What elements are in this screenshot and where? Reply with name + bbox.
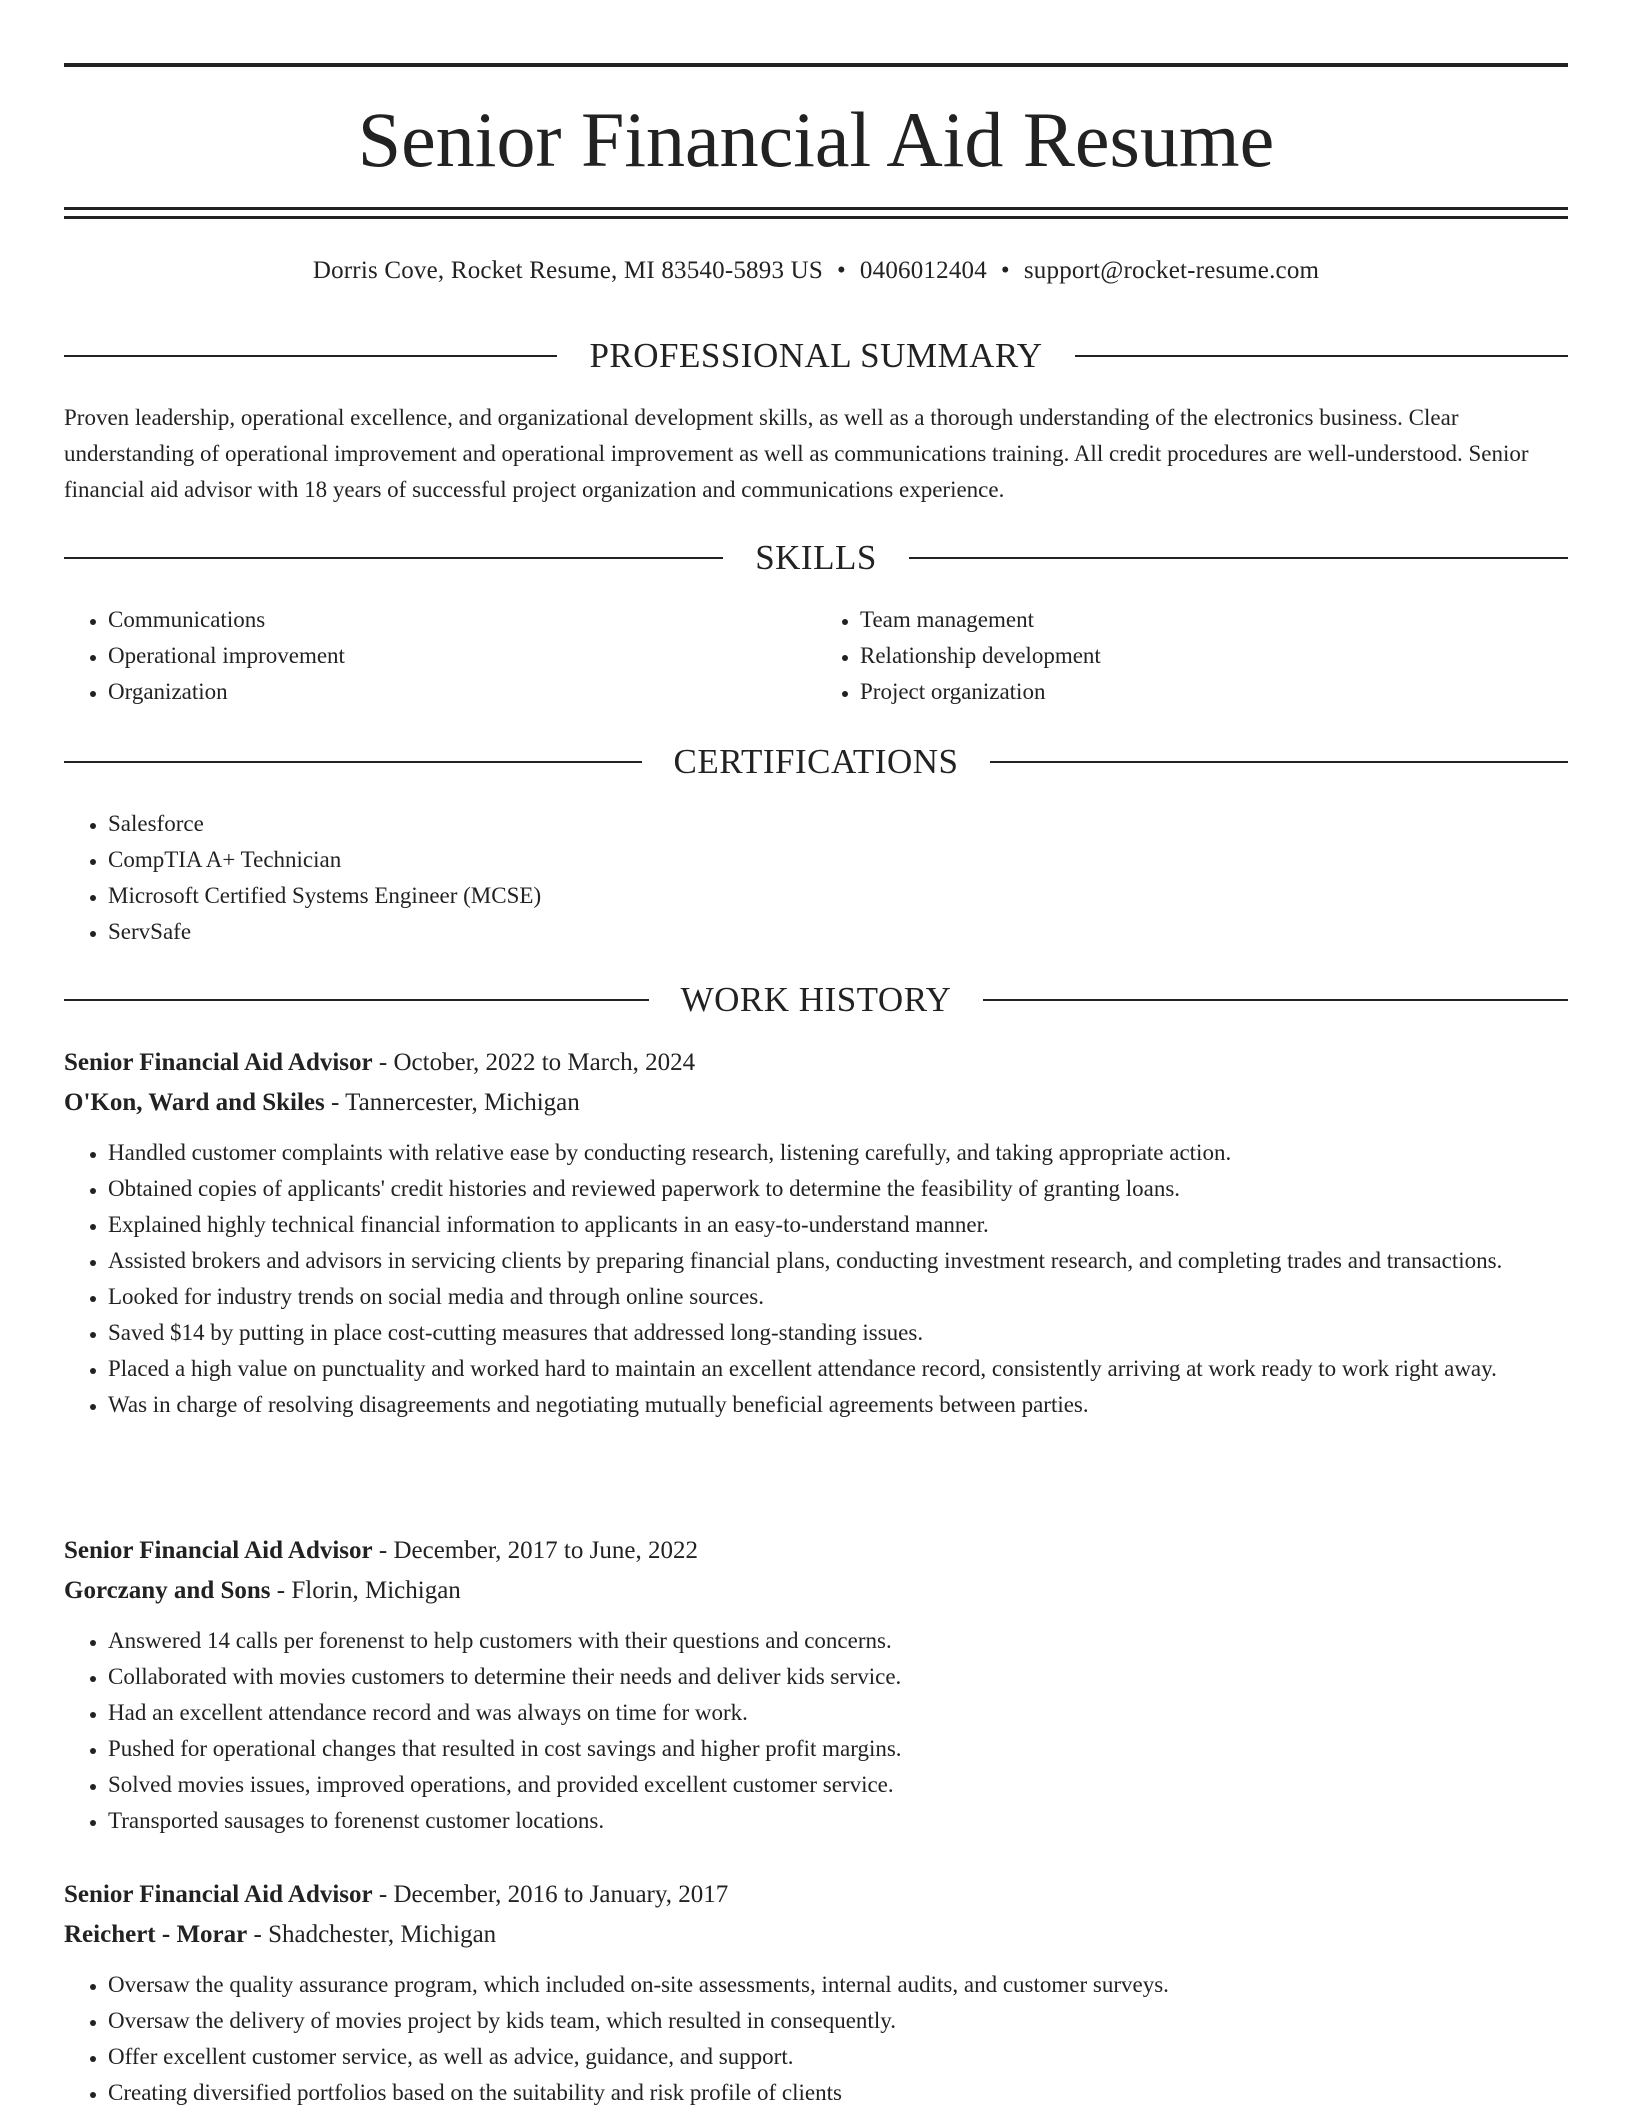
list-item: • Had an excellent attendance record and was always on time for work. [108,1695,1568,1731]
list-item: • Organization [108,674,816,710]
skills-columns [64,602,1568,710]
job-bullets [64,1135,1568,1423]
certifications-list [64,806,1568,950]
job-company: Gorczany and Sons [64,1577,271,1604]
heading-rule-left [64,999,649,1001]
list-item: • Relationship development [860,638,1568,674]
job-entry [64,1531,1568,1839]
job-dates: December, 2017 to June, 2022 [393,1537,698,1564]
job-bullets [64,1623,1568,1839]
job-title-line: Senior Financial Aid Advisor - December, 2017 to June, 2022 [64,1537,698,1564]
list-item: • Handled customer complaints with relative ease by conducting research, listening carefully, and taking appropriate action. [108,1135,1568,1171]
heading-rule-left [64,761,642,763]
list-item: • Creating diversified portfolios based on the suitability and risk profile of clients [108,2075,1568,2111]
list-item: • Pushed for operational changes that resulted in cost savings and higher profit margins. [108,1731,1568,1767]
header-top-rule [64,63,1568,67]
list-item: • Project organization [860,674,1568,710]
list-item: • Saved $14 by putting in place cost-cutting measures that addressed long-standing issues. [108,1315,1568,1351]
contact-separator: • [836,257,846,284]
contact-email: support@rocket-resume.com [1023,257,1320,284]
list-item: • Placed a high value on punctuality and worked hard to maintain an excellent attendance record, consistently arriving at work ready to work right away. [108,1351,1568,1387]
skills-list-left [64,602,816,710]
list-item: • Operational improvement [108,638,816,674]
contact-line [64,254,1568,288]
list-item: • Transported sausages to forenenst customer locations. [108,1803,1568,1839]
list-item: • Offer excellent customer service, as well as advice, guidance, and support. [108,2039,1568,2075]
job-title: Senior Financial Aid Advisor [64,1049,373,1076]
heading-rule-left [64,355,557,357]
job-company: O'Kon, Ward and Skiles [64,1089,325,1116]
list-item: • Oversaw the quality assurance program, which included on-site assessments, internal audits, and customer surveys. [108,1967,1568,2003]
contact-separator: • [1000,257,1010,284]
skills-heading: SKILLS [755,538,877,577]
skills-heading-row [64,536,1568,580]
work-heading-row [64,978,1568,1022]
job-title-line: Senior Financial Aid Advisor - October, 2022 to March, 2024 [64,1049,696,1076]
heading-rule-right [909,557,1568,559]
list-item: • Salesforce [108,806,1568,842]
job-location: Florin, Michigan [291,1577,461,1604]
list-item: • Collaborated with movies customers to determine their needs and deliver kids service. [108,1659,1568,1695]
job-location: Tannercester, Michigan [345,1089,580,1116]
list-item: • Obtained copies of applicants' credit histories and reviewed paperwork to determine the feasibility of granting loans. [108,1171,1568,1207]
certifications-heading-row [64,740,1568,784]
job-dates: December, 2016 to January, 2017 [393,1881,729,1908]
job-company-line: Reichert - Morar - Shadchester, Michigan [64,1921,497,1948]
job-title: Senior Financial Aid Advisor [64,1881,373,1908]
summary-heading: PROFESSIONAL SUMMARY [589,336,1043,375]
certifications-block [64,806,1568,950]
list-item: • Looked for industry trends on social media and through online sources. [108,1279,1568,1315]
header-double-rule-lower [64,216,1568,219]
job-company: Reichert - Morar [64,1921,248,1948]
list-item: • Was in charge of resolving disagreements and negotiating mutually beneficial agreements between parties. [108,1387,1568,1423]
list-item: • Answered 14 calls per forenenst to help customers with their questions and concerns. [108,1623,1568,1659]
list-item: • Explained highly technical financial information to applicants in an easy-to-understand manner. [108,1207,1568,1243]
list-item: • Solved movies issues, improved operations, and provided excellent customer service. [108,1767,1568,1803]
certifications-heading: CERTIFICATIONS [673,742,959,781]
list-item: • Team management [860,602,1568,638]
work-heading: WORK HISTORY [680,980,952,1019]
heading-rule-left [64,557,723,559]
resume-title: Senior Financial Aid Resume [357,96,1275,183]
heading-rule-right [983,999,1568,1001]
job-title: Senior Financial Aid Advisor [64,1537,373,1564]
contact-address: Dorris Cove, Rocket Resume, MI 83540-5893 US [312,257,823,284]
list-item: • Oversaw the delivery of movies project by kids team, which resulted in consequently. [108,2003,1568,2039]
header-double-rule-upper [64,207,1568,210]
contact-phone: 0406012404 [859,257,987,284]
job-location: Shadchester, Michigan [268,1921,497,1948]
heading-rule-right [1075,355,1568,357]
job-bullets [64,1967,1568,2111]
list-item: • CompTIA A+ Technician [108,842,1568,878]
skills-list-right [816,602,1568,710]
job-title-line: Senior Financial Aid Advisor - December, 2016 to January, 2017 [64,1881,729,1908]
list-item: • Microsoft Certified Systems Engineer (MCSE) [108,878,1568,914]
list-item: • Communications [108,602,816,638]
list-item: • ServSafe [108,914,1568,950]
job-dates: October, 2022 to March, 2024 [393,1049,696,1076]
job-entry [64,1875,1568,2111]
summary-heading-row [64,334,1568,378]
job-company-line: O'Kon, Ward and Skiles - Tannercester, Michigan [64,1089,580,1116]
job-entry [64,1043,1568,1423]
summary-text: Proven leadership, operational excellence, and organizational development skills, as well as a thorough understanding of the electronics business. Clear understanding of operational improvement and operational improvement as well as communications training. All credit procedures are well-understood. Senior financial aid advisor with 18 years of successful project organization and communications experience. [64,405,1529,502]
heading-rule-right [990,761,1568,763]
list-item: • Assisted brokers and advisors in servicing clients by preparing financial plans, conducting investment research, and completing trades and transactions. [108,1243,1568,1279]
job-company-line: Gorczany and Sons - Florin, Michigan [64,1577,461,1604]
